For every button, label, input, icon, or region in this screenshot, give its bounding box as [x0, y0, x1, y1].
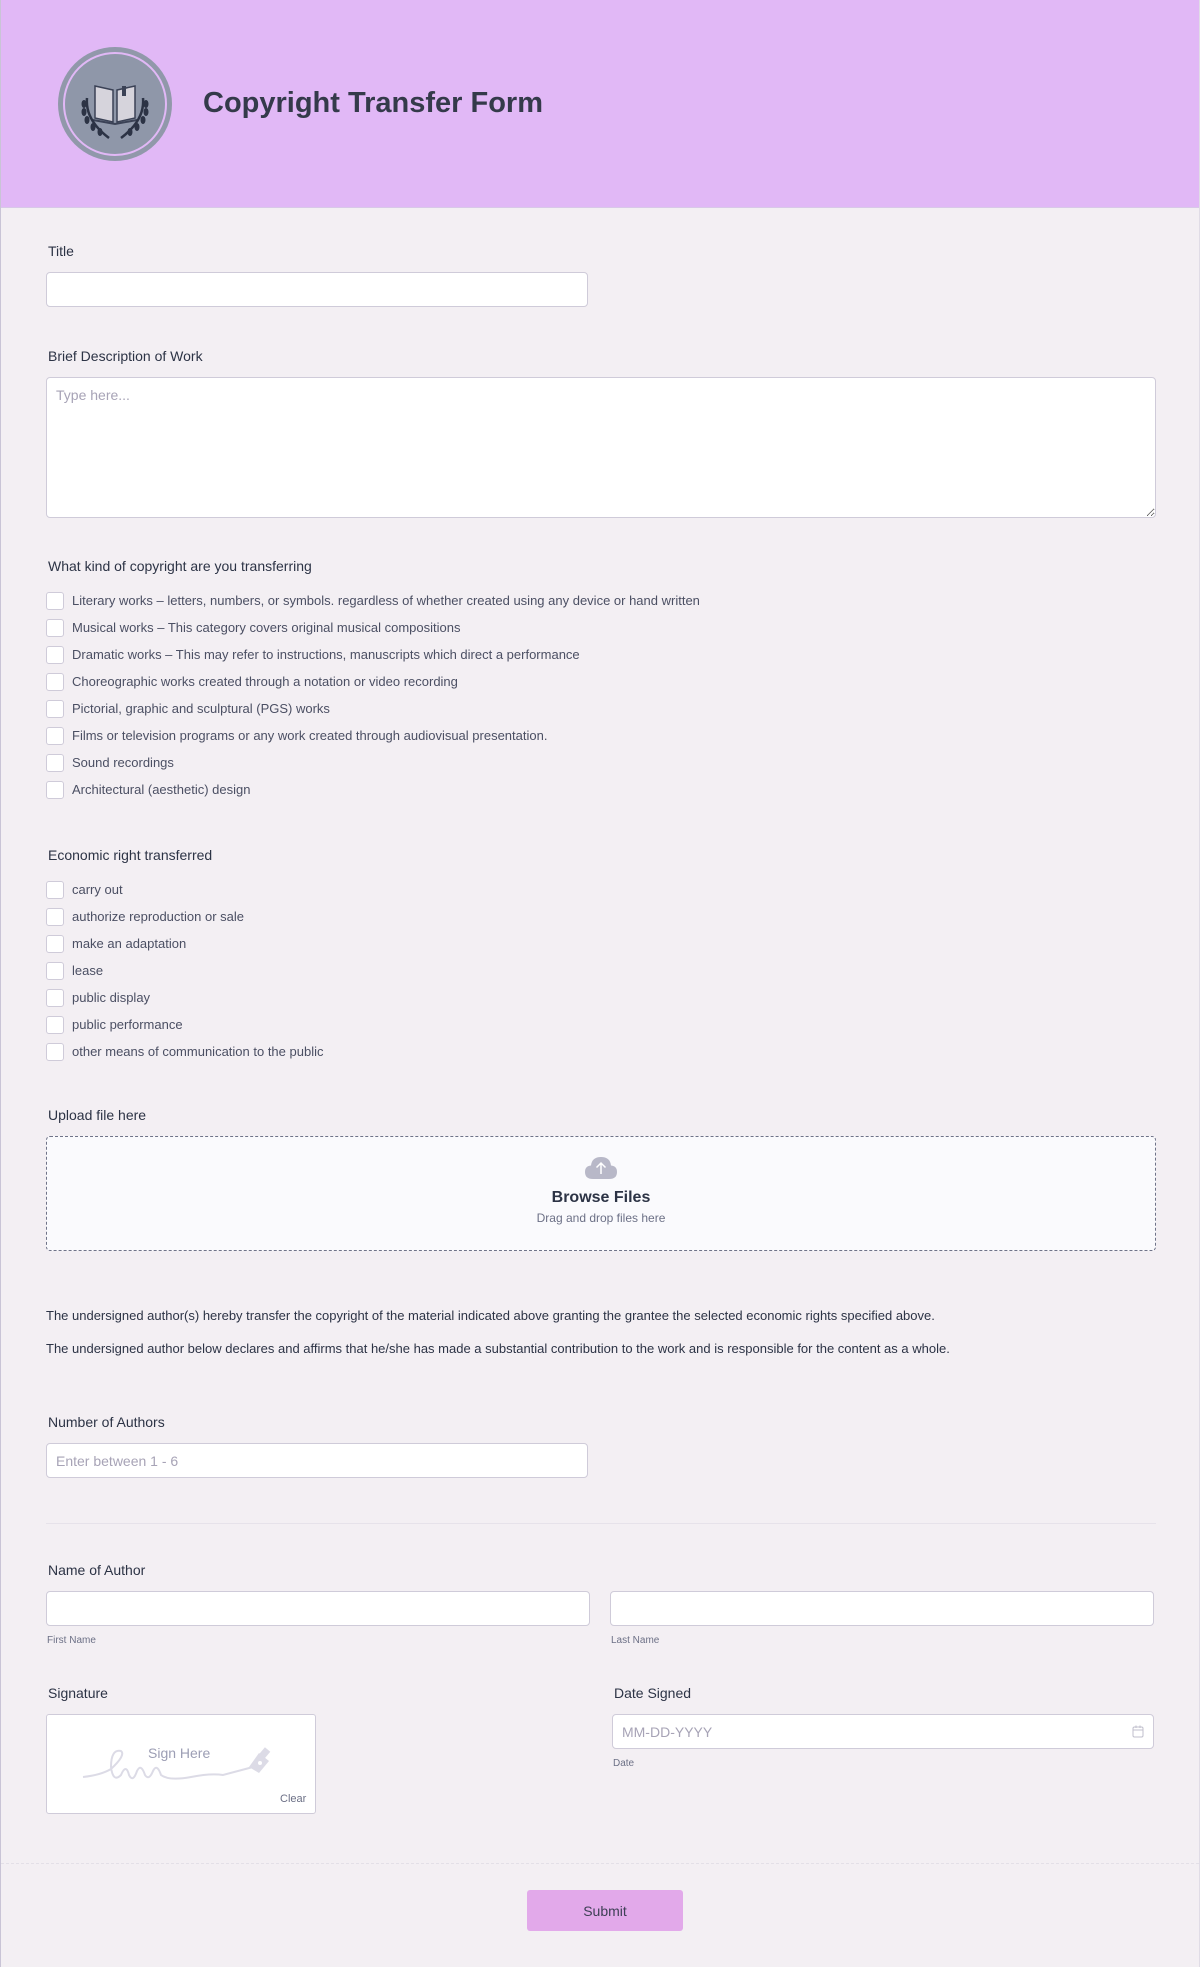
checkbox-option[interactable] — [46, 1011, 1154, 1038]
checkbox-label[interactable]: public display — [72, 990, 151, 1005]
checkbox[interactable] — [46, 1043, 64, 1061]
checkbox-label[interactable]: public performance — [72, 1017, 183, 1032]
checkbox-label[interactable]: Literary works – letters, numbers, or symbols. regardless of whether created using any device or hand written — [72, 593, 700, 608]
form-footer — [1, 1863, 1199, 1967]
description-label: Brief Description of Work — [48, 348, 203, 364]
checkbox-option[interactable] — [46, 641, 1154, 668]
checkbox[interactable] — [46, 881, 64, 899]
num-authors-field — [46, 1414, 1154, 1478]
description-field — [46, 348, 1154, 518]
checkbox-label[interactable]: authorize reproduction or sale — [72, 909, 244, 924]
checkbox[interactable] — [46, 727, 64, 745]
checkbox[interactable] — [46, 592, 64, 610]
signature-field — [46, 1685, 612, 1835]
author-name-label: Name of Author — [48, 1562, 146, 1578]
first-name-group — [46, 1591, 590, 1646]
author-name-field — [46, 1562, 1154, 1646]
statement-transfer: The undersigned author(s) hereby transfer the copyright of the material indicated above granting the grantee the selected economic rights specified above. — [46, 1308, 935, 1323]
checkbox[interactable] — [46, 700, 64, 718]
last-name-group — [610, 1591, 1154, 1646]
section-divider — [46, 1523, 1156, 1524]
checkbox-label[interactable]: lease — [72, 963, 104, 978]
checkbox-option[interactable] — [46, 876, 1154, 903]
copyright-kind-label: What kind of copyright are you transferring — [48, 558, 312, 574]
checkbox-label[interactable]: Sound recordings — [72, 755, 174, 770]
cloud-upload-icon — [584, 1156, 618, 1180]
upload-field — [46, 1107, 1154, 1251]
checkbox[interactable] — [46, 935, 64, 953]
checkbox-label[interactable]: make an adaptation — [72, 936, 187, 951]
signature-label: Signature — [48, 1685, 108, 1701]
num-authors-input[interactable] — [46, 1443, 588, 1478]
checkbox[interactable] — [46, 781, 64, 799]
date-signed-field — [612, 1685, 1154, 1835]
signature-placeholder: Sign Here — [148, 1745, 211, 1761]
checkbox-label[interactable]: Pictorial, graphic and sculptural (PGS) works — [72, 701, 330, 716]
checkbox-option[interactable] — [46, 957, 1154, 984]
copyright-kind-options — [46, 587, 1154, 803]
checkbox-label[interactable]: Architectural (aesthetic) design — [72, 782, 251, 797]
checkbox-label[interactable]: Musical works – This category covers original musical compositions — [72, 620, 461, 635]
file-dropzone[interactable] — [46, 1136, 1156, 1251]
statement-declaration: The undersigned author below declares and affirms that he/she has made a substantial contribution to the work and is responsible for the content as a whole. — [46, 1341, 950, 1356]
checkbox-option[interactable] — [46, 614, 1154, 641]
date-signed-input[interactable] — [622, 1724, 1132, 1740]
checkbox-option[interactable] — [46, 1038, 1154, 1065]
last-name-input[interactable] — [610, 1591, 1154, 1626]
checkbox-option[interactable] — [46, 695, 1154, 722]
checkbox[interactable] — [46, 646, 64, 664]
dropzone-hint: Drag and drop files here — [536, 1211, 666, 1225]
economic-right-field — [46, 847, 1154, 1065]
checkbox[interactable] — [46, 989, 64, 1007]
first-name-input[interactable] — [46, 1591, 590, 1626]
date-input-wrapper[interactable] — [612, 1714, 1154, 1749]
checkbox-option[interactable] — [46, 668, 1154, 695]
checkbox-option[interactable] — [46, 776, 1154, 803]
description-textarea[interactable] — [46, 377, 1156, 518]
submit-button[interactable]: Submit — [527, 1890, 683, 1931]
checkbox[interactable] — [46, 673, 64, 691]
title-label: Title — [48, 243, 74, 259]
checkbox-option[interactable] — [46, 984, 1154, 1011]
form-title: Copyright Transfer Form — [203, 87, 543, 119]
checkbox-option[interactable] — [46, 587, 1154, 614]
economic-right-label: Economic right transferred — [48, 847, 213, 863]
upload-label: Upload file here — [48, 1107, 147, 1123]
checkbox-label[interactable]: Choreographic works created through a notation or video recording — [72, 674, 458, 689]
checkbox[interactable] — [46, 962, 64, 980]
browse-files-button[interactable]: Browse Files — [551, 1189, 651, 1206]
calendar-icon[interactable] — [1132, 1725, 1144, 1738]
checkbox[interactable] — [46, 619, 64, 637]
checkbox[interactable] — [46, 908, 64, 926]
num-authors-label: Number of Authors — [48, 1414, 165, 1430]
date-sublabel: Date — [612, 1758, 635, 1769]
form-body — [1, 208, 1199, 1835]
checkbox-option[interactable] — [46, 930, 1154, 957]
title-input[interactable] — [46, 272, 588, 307]
first-name-sublabel: First Name — [47, 1635, 96, 1646]
checkbox-label[interactable]: other means of communication to the public — [72, 1044, 324, 1059]
checkbox[interactable] — [46, 1016, 64, 1034]
clear-signature-button[interactable]: Clear — [272, 1791, 314, 1807]
checkbox-option[interactable] — [46, 749, 1154, 776]
title-field — [46, 208, 1154, 307]
checkbox-option[interactable] — [46, 903, 1154, 930]
copyright-kind-field — [46, 558, 1154, 803]
last-name-sublabel: Last Name — [611, 1635, 660, 1646]
date-signed-label: Date Signed — [613, 1685, 692, 1701]
checkbox[interactable] — [46, 754, 64, 772]
economic-right-options — [46, 876, 1154, 1065]
form-header — [1, 0, 1199, 208]
signature-pen-icon — [81, 1745, 281, 1790]
book-laurel-emblem-icon — [75, 64, 155, 144]
checkbox-label[interactable]: carry out — [72, 882, 123, 897]
checkbox-label[interactable]: Films or television programs or any work created through audiovisual presentation. — [72, 728, 548, 743]
checkbox-option[interactable] — [46, 722, 1154, 749]
logo — [58, 47, 172, 161]
checkbox-label[interactable]: Dramatic works – This may refer to instructions, manuscripts which direct a performance — [72, 647, 580, 662]
signature-date-row — [46, 1685, 1154, 1835]
